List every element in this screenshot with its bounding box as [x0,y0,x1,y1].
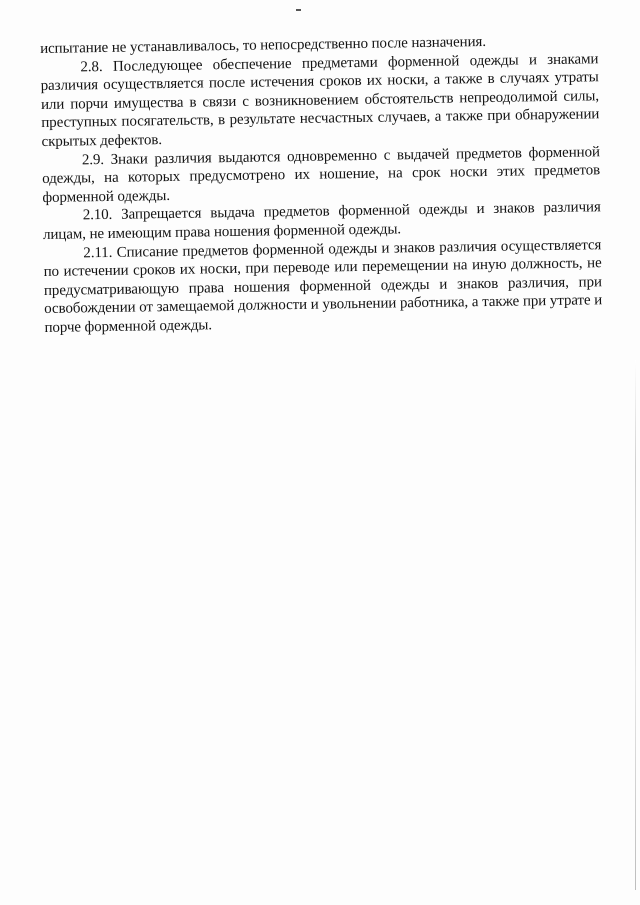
paragraph-2-11: 2.11. Списание предметов форменной одежды и знаков различия осуществляется по истечении сроков их носки, при переводе или перемещении на иную должность, не предусматривающую права ношения форменной одежды и знаков различия, при освобождении от замещаемой должности и увольнении работника, а также при утрате и порче форменной одежды. [43,236,603,336]
scan-edge-line [635,360,636,890]
paragraph-2-10: 2.10. Запрещается выдача предметов форменной одежды и знаков различия лицам, не имеющим права ношения форменной одежды. [42,199,601,243]
document-body [40,31,603,337]
paragraph-2-9: 2.9. Знаки различия выдаются одновременно с выдачей предметов форменной одежды, на которых предусмотрено их ношение, на срок носки этих предметов форменной одежды. [42,143,601,206]
paragraph-2-8: 2.8. Последующее обеспечение предметами форменной одежды и знаками различия осуществляется после истечения сроков их носки, а также в случаях утраты или порчи имущества в связи с возникновением обстоятельств непреодолимой силы, преступных посягательств, в результате несчастных случаев, а также при обнаружении скрытых дефектов. [40,50,600,150]
paragraph-continuation: испытание не устанавливалось, то непосредственно после назначения. [40,33,487,57]
scan-artifact-mark [296,9,301,11]
